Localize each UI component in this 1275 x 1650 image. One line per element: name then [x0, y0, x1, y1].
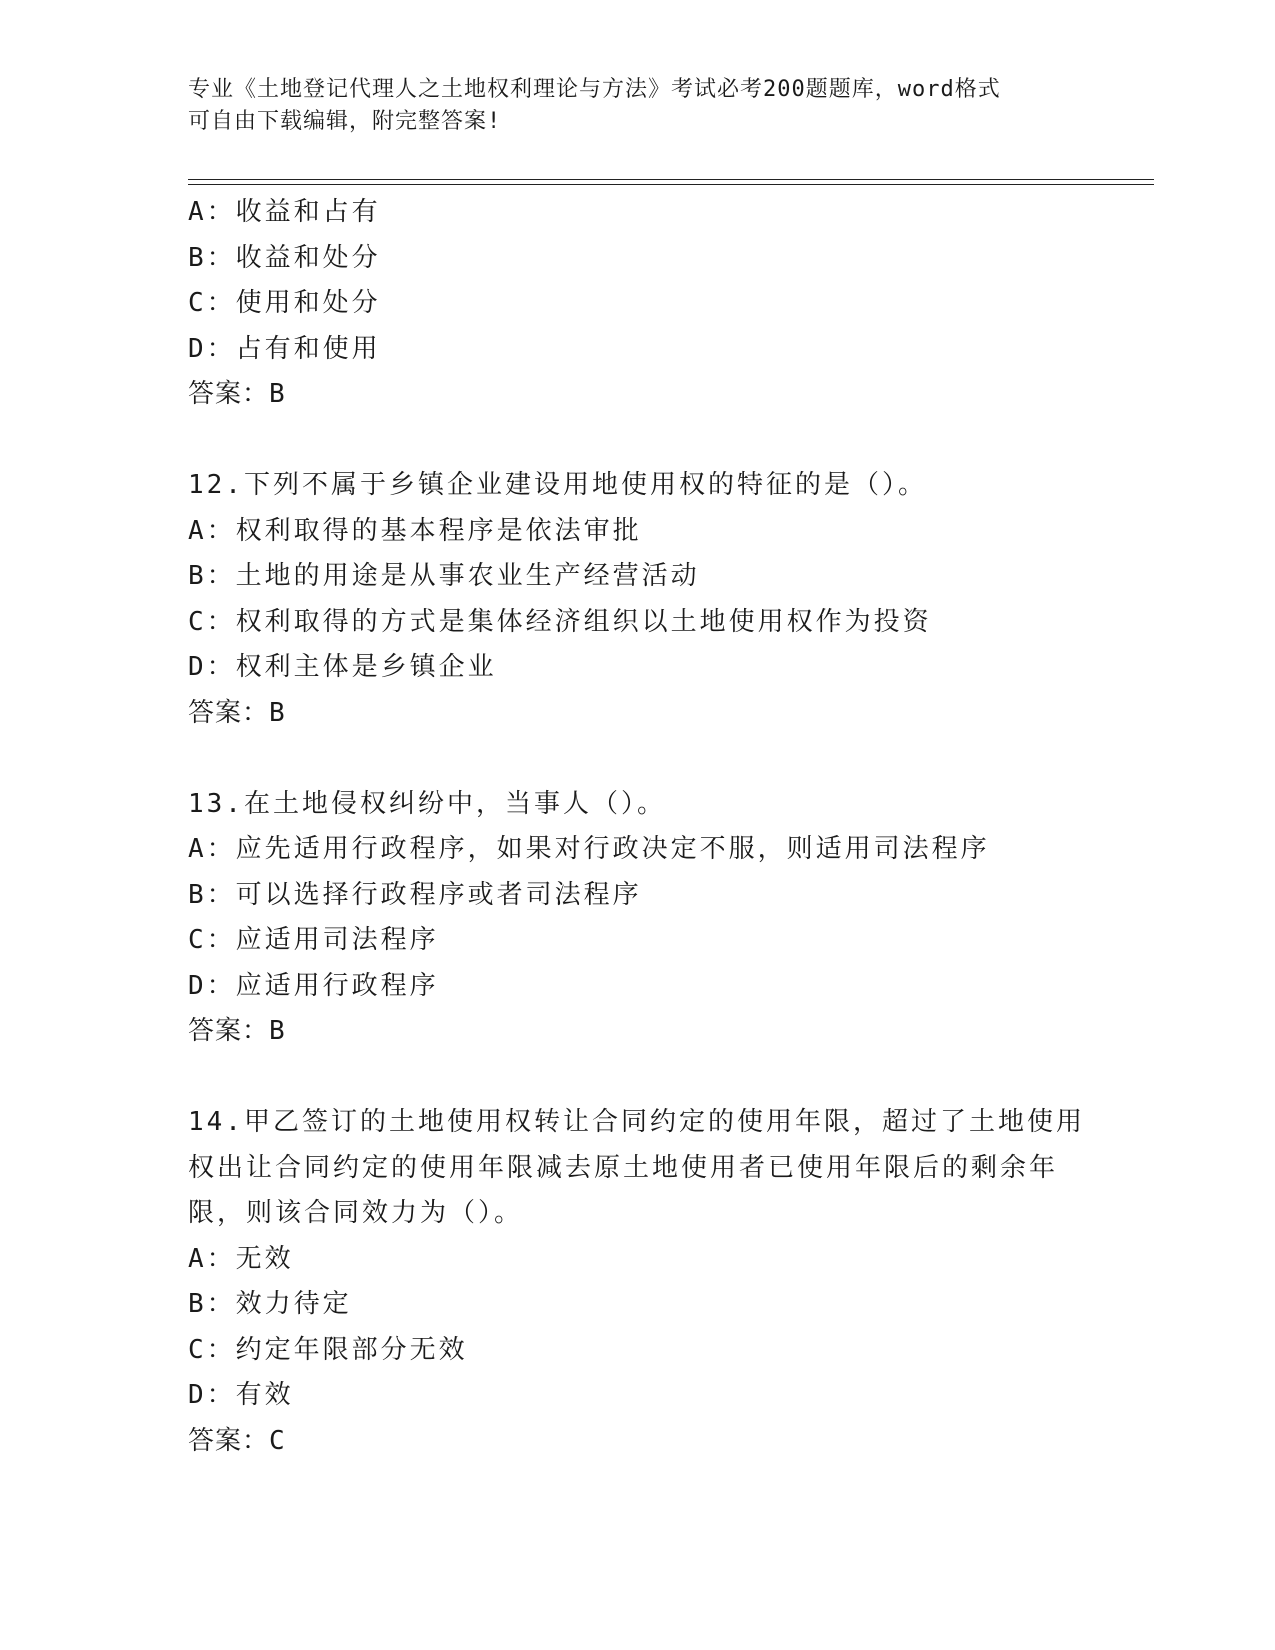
option-c: C：权利取得的方式是集体经济组织以土地使用权作为投资 — [188, 606, 932, 637]
answer: 答案：B — [188, 697, 286, 728]
question-11 — [188, 190, 1128, 418]
option-d: D：占有和使用 — [188, 333, 381, 364]
option-b: B：收益和处分 — [188, 242, 381, 273]
option-d: D：有效 — [188, 1380, 294, 1410]
option-b: B：效力待定 — [188, 1289, 352, 1319]
option-c: C：应适用司法程序 — [188, 925, 439, 955]
header-line-1: 专业《土地登记代理人之土地权利理论与方法》考试必考200题题库，word格式 — [188, 77, 1001, 102]
option-d: D：应适用行政程序 — [188, 970, 439, 1001]
question-list — [188, 190, 1128, 1464]
option-a: A：收益和占有 — [188, 197, 381, 227]
option-c: C：约定年限部分无效 — [188, 1334, 468, 1365]
question-14 — [188, 1100, 1128, 1464]
option-d: D：权利主体是乡镇企业 — [188, 652, 497, 682]
option-a: A：应先适用行政程序，如果对行政决定不服，则适用司法程序 — [188, 834, 990, 864]
option-c: C：使用和处分 — [188, 288, 381, 318]
question-13 — [188, 782, 1128, 1055]
spacer — [188, 1055, 1128, 1101]
option-a: A：无效 — [188, 1243, 294, 1274]
question-stem: 12.下列不属于乡镇企业建设用地使用权的特征的是（）。 — [188, 470, 927, 500]
option-b: B：土地的用途是从事农业生产经营活动 — [188, 561, 700, 591]
document-header — [188, 74, 1088, 138]
question-stem-line-1: 14.甲乙签订的土地使用权转让合同约定的使用年限，超过了土地使用 — [188, 1107, 1085, 1137]
question-12 — [188, 463, 1128, 736]
option-a: A：权利取得的基本程序是依法审批 — [188, 515, 642, 546]
question-stem-line-3: 限，则该合同效力为（）。 — [188, 1198, 524, 1228]
answer: 答案：B — [188, 1016, 286, 1046]
spacer — [188, 418, 1128, 464]
question-stem-line-2: 权出让合同约定的使用年限减去原土地使用者已使用年限后的剩余年 — [188, 1152, 1059, 1183]
header-line-2: 可自由下载编辑，附完整答案! — [188, 109, 502, 134]
spacer — [188, 736, 1128, 782]
header-divider-top — [188, 179, 1154, 180]
answer: 答案：B — [188, 379, 286, 409]
question-stem: 13.在土地侵权纠纷中，当事人（）。 — [188, 788, 666, 819]
answer: 答案：C — [188, 1425, 286, 1456]
option-b: B：可以选择行政程序或者司法程序 — [188, 879, 642, 910]
header-divider-bottom — [188, 184, 1154, 185]
